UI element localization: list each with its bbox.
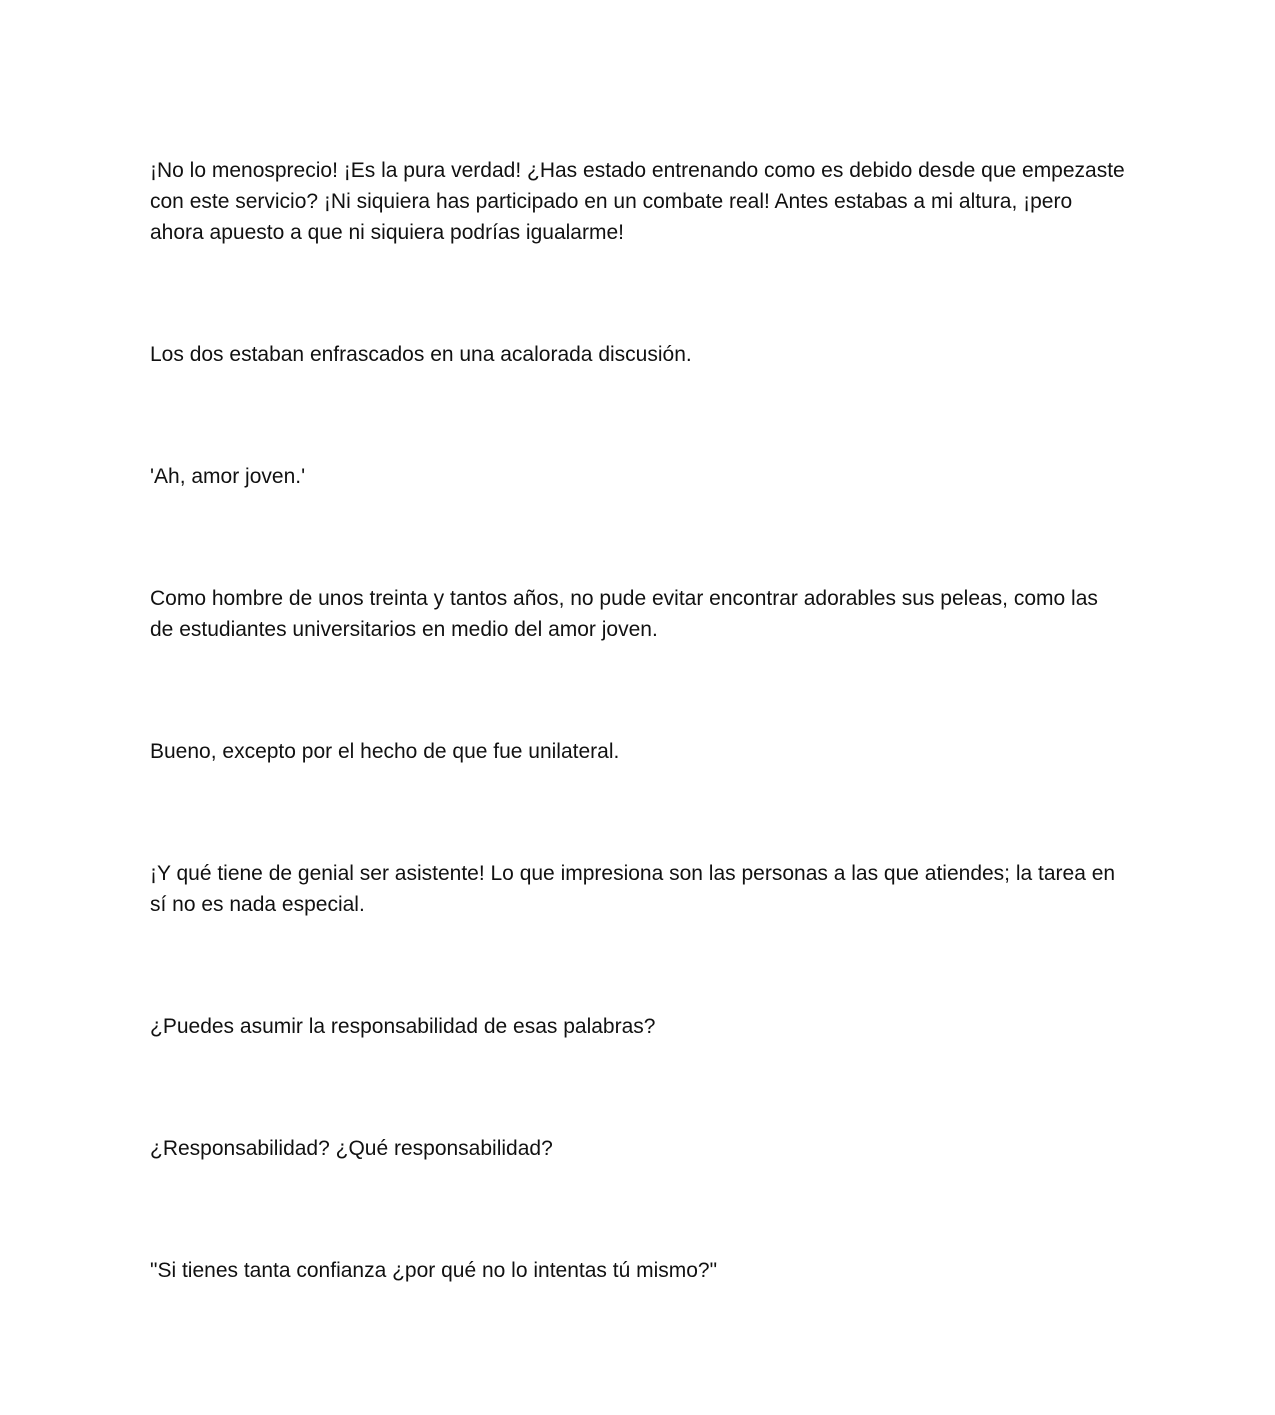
paragraph-4: Como hombre de unos treinta y tantos años, no pude evitar encontrar adorables sus peleas, como las de estudiantes universitarios en medio del amor joven. [150, 587, 1098, 641]
paragraph-8: ¿Responsabilidad? ¿Qué responsabilidad? [150, 1137, 553, 1160]
paragraph-3: 'Ah, amor joven.' [150, 465, 306, 488]
paragraph-6: ¡Y qué tiene de genial ser asistente! Lo que impresiona son las personas a las que atiendes; la tarea en sí no es nada especial. [150, 862, 1116, 916]
paragraph-2: Los dos estaban enfrascados en una acalorada discusión. [150, 343, 692, 366]
paragraph-7: ¿Puedes asumir la responsabilidad de esas palabras? [150, 1015, 656, 1038]
paragraph-1: ¡No lo menosprecio! ¡Es la pura verdad! ¿Has estado entrenando como es debido desde que empezaste con este servicio? ¡Ni siquiera has participado en un combate real! Antes estabas a mi altura, ¡pero ahora apuesto a que ni siquiera podrías igualarme! [150, 159, 1125, 244]
paragraph-5: Bueno, excepto por el hecho de que fue unilateral. [150, 740, 620, 763]
paragraph-9: "Si tienes tanta confianza ¿por qué no lo intentas tú mismo?" [150, 1259, 718, 1282]
